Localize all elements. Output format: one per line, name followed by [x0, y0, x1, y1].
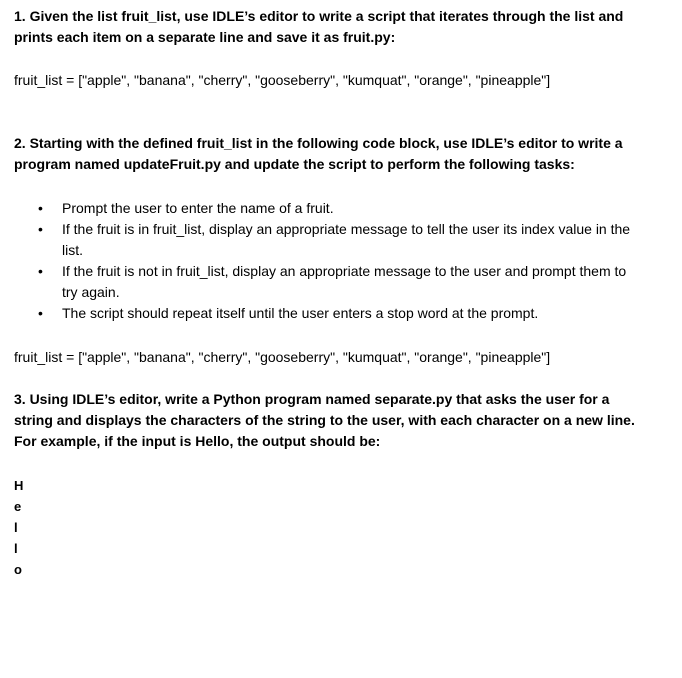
question-3-text: 3. Using IDLE’s editor, write a Python program named separate.py that asks the user for a string and displays the characters of the string to the user, with each character on a new line. For example, if the input is Hello, the output should be: [14, 391, 635, 449]
output-char: H [14, 478, 24, 493]
bullet-icon: • [38, 221, 43, 237]
output-char: l [14, 541, 18, 556]
task-item [14, 261, 644, 303]
bullet-icon: • [38, 305, 43, 321]
bullet-icon: • [38, 200, 43, 216]
task-item [14, 219, 644, 261]
task-text: If the fruit is not in fruit_list, display an appropriate message to the user and prompt them to try again. [62, 263, 627, 300]
task-item [14, 198, 644, 219]
task-text: If the fruit is in fruit_list, display an appropriate message to tell the user its index value in the list. [62, 221, 631, 258]
example-output [14, 475, 23, 580]
question-2-code: fruit_list = ["apple", "banana", "cherry", "gooseberry", "kumquat", "orange", "pineapple"] [14, 349, 551, 365]
task-text: The script should repeat itself until the user enters a stop word at the prompt. [62, 305, 539, 321]
output-char: o [14, 562, 22, 577]
question-2-task-list [14, 198, 644, 324]
question-1-text: 1. Given the list fruit_list, use IDLE’s editor to write a script that iterates through the list and prints each item on a separate line and save it as fruit.py: [14, 8, 624, 45]
question-2-text: 2. Starting with the defined fruit_list in the following code block, use IDLE’s editor to write a program named updateFruit.py and update the script to perform the following tasks: [14, 135, 623, 172]
output-char: e [14, 499, 22, 514]
task-text: Prompt the user to enter the name of a fruit. [62, 200, 334, 216]
bullet-icon: • [38, 263, 43, 279]
output-char: l [14, 520, 18, 535]
task-item [14, 303, 644, 324]
question-1-code: fruit_list = ["apple", "banana", "cherry", "gooseberry", "kumquat", "orange", "pineapple"] [14, 72, 551, 88]
